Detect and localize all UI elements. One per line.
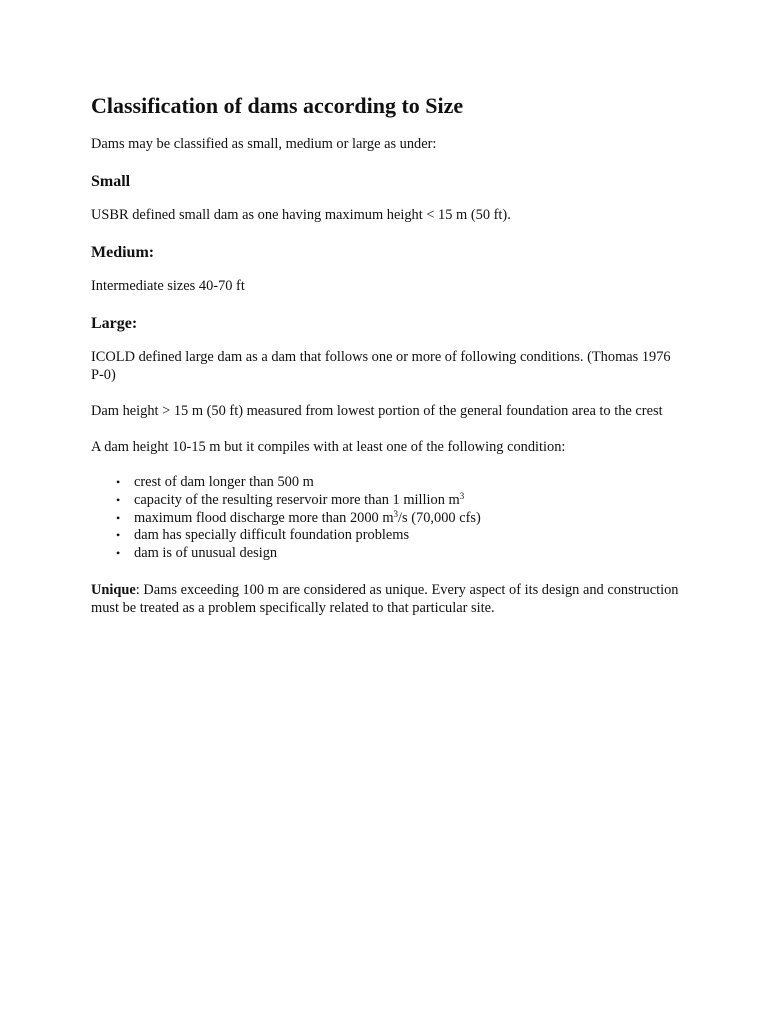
large-height-paragraph: Dam height > 15 m (50 ft) measured from lowest portion of the general foundation area to the crest	[91, 403, 663, 419]
list-item-text: capacity of the resulting reservoir more than 1 million m	[134, 491, 460, 508]
bullet-icon: •	[116, 475, 121, 489]
bullet-icon: •	[116, 492, 121, 507]
list-item-text: crest of dam longer than 500 m	[134, 474, 314, 490]
page-title: Classification of dams according to Size	[91, 93, 464, 118]
unique-paragraph	[91, 581, 681, 617]
list-item-text: maximum flood discharge more than 2000 m	[134, 509, 394, 526]
list-item-text: dam has specially difficult foundation problems	[134, 527, 410, 544]
list-item	[116, 510, 681, 528]
bullet-icon: •	[116, 546, 121, 561]
large-definition-paragraph: ICOLD defined large dam as a dam that follows one or more of following conditions. (Thomas 1976 P-0)	[91, 349, 671, 383]
medium-heading: Medium:	[91, 244, 155, 261]
document-page	[91, 92, 681, 635]
list-item	[116, 527, 681, 545]
intro-paragraph: Dams may be classified as small, medium or large as under:	[91, 136, 437, 152]
conditions-list	[91, 474, 681, 563]
superscript-three: 3	[459, 490, 465, 501]
small-heading: Small	[91, 173, 131, 190]
large-heading: Large:	[91, 315, 138, 332]
medium-paragraph: Intermediate sizes 40-70 ft	[91, 278, 245, 294]
superscript-three: 3	[393, 508, 399, 519]
list-item	[116, 545, 681, 563]
list-item-text: dam is of unusual design	[134, 545, 278, 562]
small-paragraph: USBR defined small dam as one having maximum height < 15 m (50 ft).	[91, 207, 511, 223]
list-item	[116, 492, 681, 510]
unique-term: Unique	[91, 581, 136, 598]
bullet-icon: •	[116, 510, 121, 525]
large-condition-paragraph: A dam height 10-15 m but it compiles with at least one of the following condition:	[91, 439, 566, 455]
list-item-text-suffix: /s (70,000 cfs)	[398, 509, 481, 526]
list-item	[116, 474, 681, 492]
bullet-icon: •	[116, 528, 121, 543]
unique-text: : Dams exceeding 100 m are considered as unique. Every aspect of its design and construction must be treated as a problem specifically related to that particular site.	[91, 581, 679, 616]
